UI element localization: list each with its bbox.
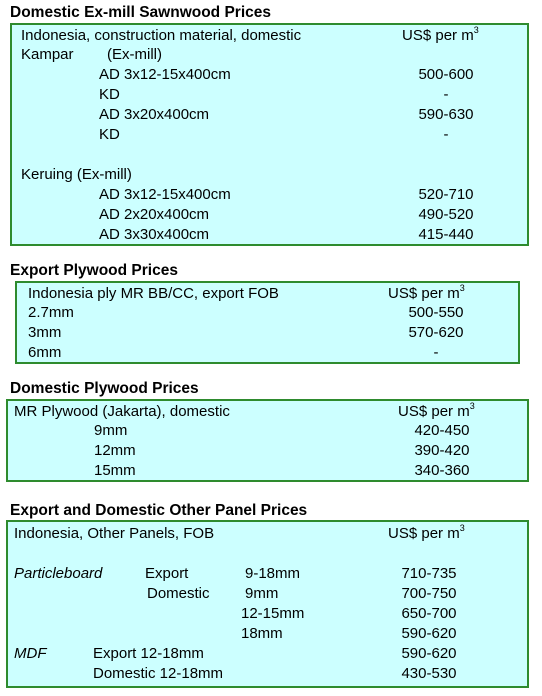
table-row-spec: Export 12-18mm: [93, 645, 204, 662]
section-title-other-panels: Export and Domestic Other Panel Prices: [10, 502, 308, 519]
species-kampar: Kampar: [21, 46, 74, 63]
domestic-plywood-table: [6, 399, 529, 482]
table-row-spec: 3mm: [28, 324, 62, 341]
table-row-spec: AD 3x20x400cm: [99, 106, 210, 123]
export-plywood-table: [15, 281, 520, 364]
unit-header: US$ per $m^3$: [388, 523, 465, 542]
table-row-price: 650-700: [401, 605, 457, 622]
table-row-size: 9mm: [245, 585, 279, 602]
table-row-price: 390-420: [414, 442, 470, 459]
table-row-price: 710-735: [401, 565, 457, 582]
table-row-price: 520-710: [418, 186, 474, 203]
table-row-spec: 6mm: [28, 344, 62, 361]
table-header: Indonesia ply MR BB/CC, export FOB: [28, 285, 279, 302]
section-title-export-plywood: Export Plywood Prices: [10, 262, 178, 279]
table-row-spec: 15mm: [94, 462, 136, 479]
product-particleboard: Particleboard: [14, 565, 103, 582]
table-row-price: 590-630: [418, 106, 474, 123]
product-mdf: MDF: [14, 645, 47, 662]
sawnwood-price-table: [10, 23, 529, 246]
table-row-spec: 2.7mm: [28, 304, 74, 321]
species-keruing: Keruing (Ex-mill): [21, 166, 132, 183]
table-row-size: 9-18mm: [245, 565, 301, 582]
table-row-spec: 12mm: [94, 442, 136, 459]
table-row-spec: AD 3x12-15x400cm: [99, 186, 231, 203]
unit-header: US$ per $m^3$: [398, 401, 475, 420]
table-row-price: 500-600: [418, 66, 474, 83]
unit-header: US$ per $m^3$: [402, 25, 479, 44]
table-row-price: 415-440: [418, 226, 474, 243]
table-row-price: -: [443, 126, 449, 143]
table-row-price: 590-620: [401, 625, 457, 642]
table-row-size: 12-15mm: [241, 605, 305, 622]
table-row-size: 18mm: [241, 625, 283, 642]
table-row-price: 570-620: [408, 324, 464, 341]
section-title-sawnwood: Domestic Ex-mill Sawnwood Prices: [10, 4, 271, 21]
table-row-price: 500-550: [408, 304, 464, 321]
table-row-spec: AD 3x30x400cm: [99, 226, 210, 243]
table-row-spec: 9mm: [94, 422, 128, 439]
table-row-price: 700-750: [401, 585, 457, 602]
table-row-spec: Domestic 12-18mm: [93, 665, 224, 682]
market-domestic: Domestic: [147, 585, 210, 602]
table-row-price: 430-530: [401, 665, 457, 682]
table-header: Indonesia, Other Panels, FOB: [14, 525, 215, 542]
section-title-domestic-plywood: Domestic Plywood Prices: [10, 380, 199, 397]
table-row-spec: AD 2x20x400cm: [99, 206, 210, 223]
unit-header: US$ per $m^3$: [388, 283, 465, 302]
table-header: MR Plywood (Jakarta), domestic: [14, 403, 230, 420]
other-panels-table: [6, 520, 529, 688]
table-row-price: 420-450: [414, 422, 470, 439]
market-export: Export: [145, 565, 189, 582]
table-header: Indonesia, construction material, domestic: [21, 27, 302, 44]
table-row-price: 340-360: [414, 462, 470, 479]
table-row-spec: KD: [99, 86, 120, 103]
table-row-price: -: [433, 344, 439, 361]
table-row-price: 490-520: [418, 206, 474, 223]
table-row-price: -: [443, 86, 449, 103]
species-note: (Ex-mill): [107, 46, 162, 63]
table-row-spec: KD: [99, 126, 120, 143]
table-row-price: 590-620: [401, 645, 457, 662]
table-row-spec: AD 3x12-15x400cm: [99, 66, 231, 83]
